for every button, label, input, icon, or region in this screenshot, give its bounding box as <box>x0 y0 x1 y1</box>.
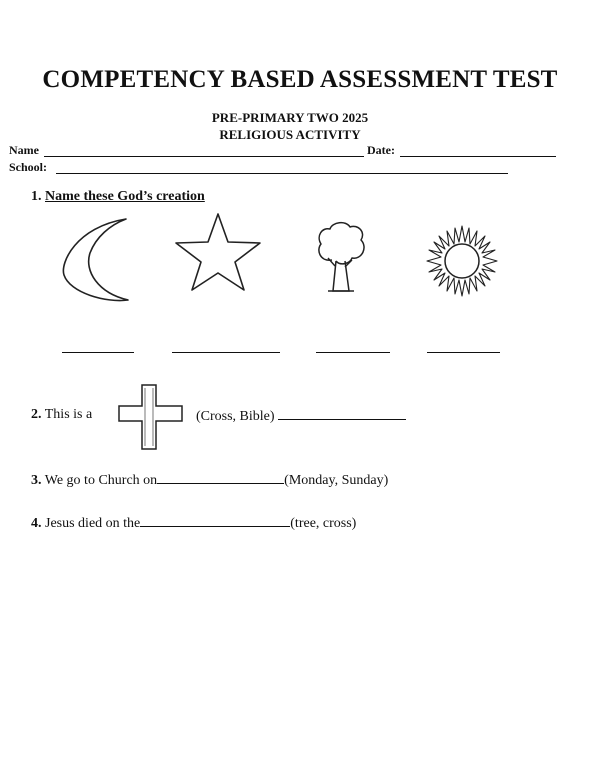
school-line[interactable] <box>56 173 508 174</box>
page-title: COMPETENCY BASED ASSESSMENT TEST <box>42 66 558 93</box>
question-4-blank[interactable] <box>140 514 290 527</box>
cross-icon <box>118 384 184 450</box>
question-2-number: 2. <box>31 407 42 422</box>
star-icon <box>174 212 262 292</box>
name-line[interactable] <box>44 156 364 157</box>
school-label: School: <box>9 160 48 174</box>
answer-line-moon[interactable] <box>62 352 134 353</box>
name-label: Name <box>9 143 39 157</box>
question-2-blank[interactable] <box>278 407 406 420</box>
question-3-options: (Monday, Sunday) <box>284 473 389 488</box>
answer-line-tree[interactable] <box>316 352 390 353</box>
tree-icon <box>314 220 368 294</box>
sun-icon <box>425 224 499 298</box>
question-4-text: Jesus died on the <box>45 516 141 531</box>
question-3 <box>31 471 388 489</box>
class-line: PRE-PRIMARY TWO 2025 <box>211 110 369 125</box>
question-4 <box>31 514 356 532</box>
question-2-text: This is a <box>44 407 93 422</box>
date-line[interactable] <box>400 156 556 157</box>
question-4-number: 4. <box>31 516 42 531</box>
question-2-options: (Cross, Bible) <box>196 409 275 424</box>
question-2-answer <box>196 407 406 425</box>
answer-line-sun[interactable] <box>427 352 500 353</box>
question-1-number: 1. <box>31 189 42 204</box>
answer-line-star[interactable] <box>172 352 280 353</box>
question-1-text: Name these God’s creation <box>45 189 205 204</box>
question-3-blank[interactable] <box>157 471 284 484</box>
question-4-options: (tree, cross) <box>290 516 357 531</box>
question-3-number: 3. <box>31 473 42 488</box>
question-2 <box>31 407 92 423</box>
question-1 <box>31 189 205 205</box>
question-3-text: We go to Church on <box>44 473 158 488</box>
date-label: Date: <box>367 143 395 157</box>
moon-icon <box>58 215 133 303</box>
subject-line: RELIGIOUS ACTIVITY <box>219 127 361 142</box>
